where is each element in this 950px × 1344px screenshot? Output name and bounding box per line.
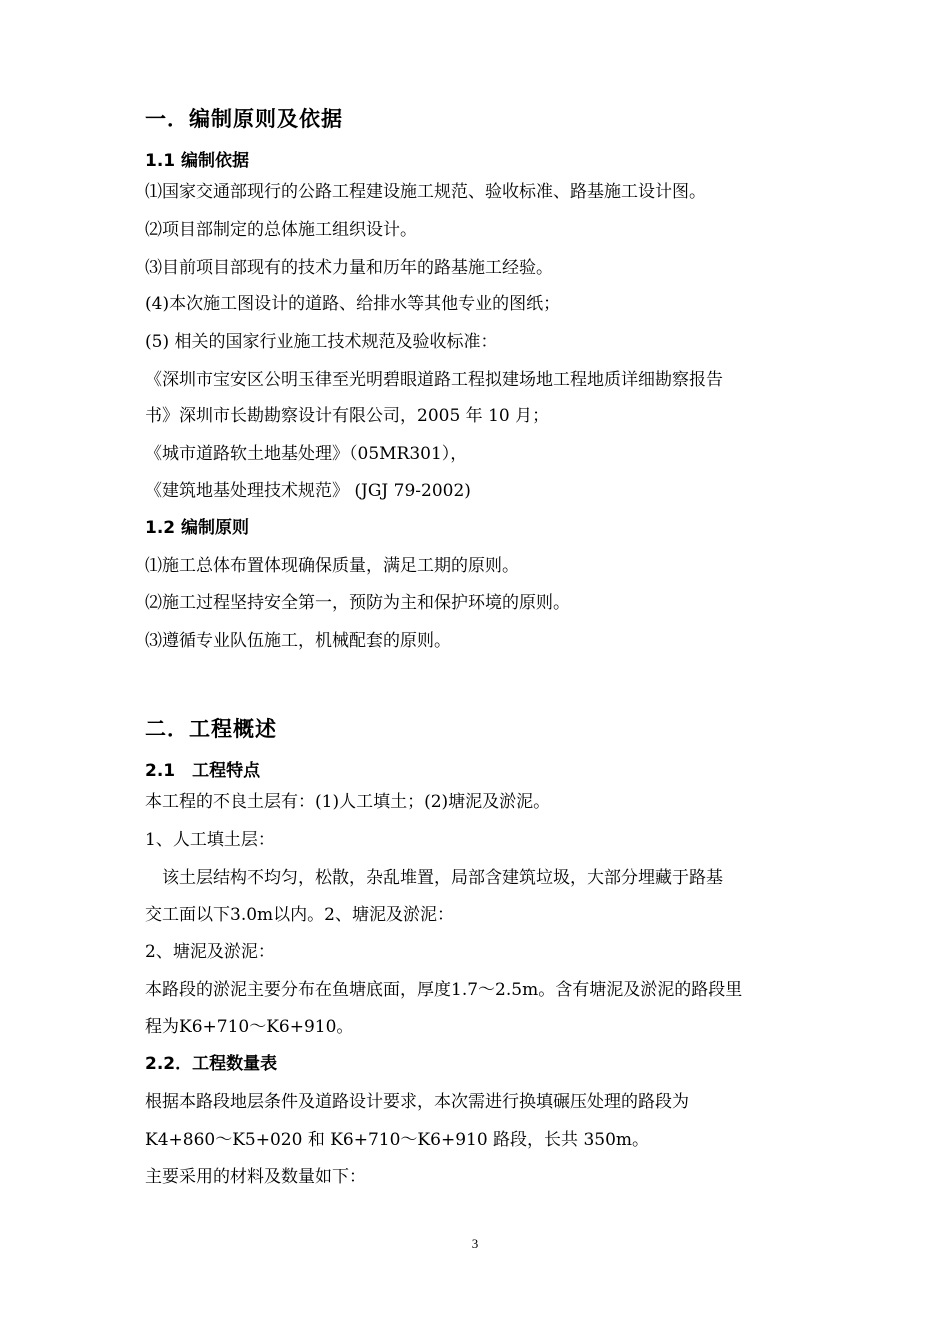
paragraph-line: ⑶遵循专业队伍施工，机械配套的原则。 [145, 631, 451, 651]
paragraph-line: ⑴施工总体布置体现确保质量，满足工期的原则。 [145, 556, 519, 576]
paragraph-line: 本路段的淤泥主要分布在鱼塘底面，厚度1.7～2.5m。含有塘泥及淤泥的路段里 [145, 980, 743, 1000]
paragraph-line: (5) 相关的国家行业施工技术规范及验收标准： [145, 332, 498, 352]
subsection-1-2-title: 1.2 编制原则 [145, 518, 250, 538]
paragraph-line: 该土层结构不均匀，松散，杂乱堆置，局部含建筑垃圾，大部分埋藏于路基 [145, 868, 723, 888]
paragraph-line: ⑴国家交通部现行的公路工程建设施工规范、验收标准、路基施工设计图。 [145, 182, 706, 202]
paragraph-line: 《建筑地基处理技术规范》 (JGJ 79-2002) [145, 481, 471, 501]
page-number: 3 [471, 1236, 479, 1251]
section-1-title: 一．编制原则及依据 [145, 107, 343, 131]
paragraph-line: 程为K6+710～K6+910。 [145, 1017, 354, 1037]
paragraph-line: 根据本路段地层条件及道路设计要求，本次需进行换填碾压处理的路段为 [145, 1092, 689, 1112]
section-2-title: 二．工程概述 [145, 717, 277, 741]
paragraph-line: 1、人工填土层： [145, 830, 275, 850]
paragraph-line: 2、塘泥及淤泥： [145, 942, 275, 962]
paragraph-line: ⑵项目部制定的总体施工组织设计。 [145, 220, 417, 240]
paragraph-line: (4)本次施工图设计的道路、给排水等其他专业的图纸； [145, 294, 561, 314]
paragraph-line: 交工面以下3.0m以内。2、塘泥及淤泥： [145, 905, 454, 925]
paragraph-line: ⑶目前项目部现有的技术力量和历年的路基施工经验。 [145, 258, 553, 278]
subsection-1-1-title: 1.1 编制依据 [145, 151, 250, 171]
paragraph-line: 《深圳市宝安区公明玉律至光明碧眼道路工程拟建场地工程地质详细勘察报告 [145, 370, 723, 390]
paragraph-line: K4+860～K5+020 和 K6+710～K6+910 路段，长共 350m。 [145, 1130, 650, 1150]
paragraph-line: ⑵施工过程坚持安全第一，预防为主和保护环境的原则。 [145, 593, 570, 613]
subsection-2-2-title: 2.2．工程数量表 [145, 1054, 278, 1074]
subsection-2-1-title: 2.1 工程特点 [145, 761, 261, 781]
paragraph-line: 本工程的不良土层有：(1)人工填土；(2)塘泥及淤泥。 [145, 792, 551, 812]
paragraph-line: 书》深圳市长勘勘察设计有限公司，2005 年 10 月； [145, 406, 550, 426]
paragraph-line: 《城市道路软土地基处理》（05MR301）， [145, 444, 468, 464]
paragraph-line: 主要采用的材料及数量如下： [145, 1167, 366, 1187]
